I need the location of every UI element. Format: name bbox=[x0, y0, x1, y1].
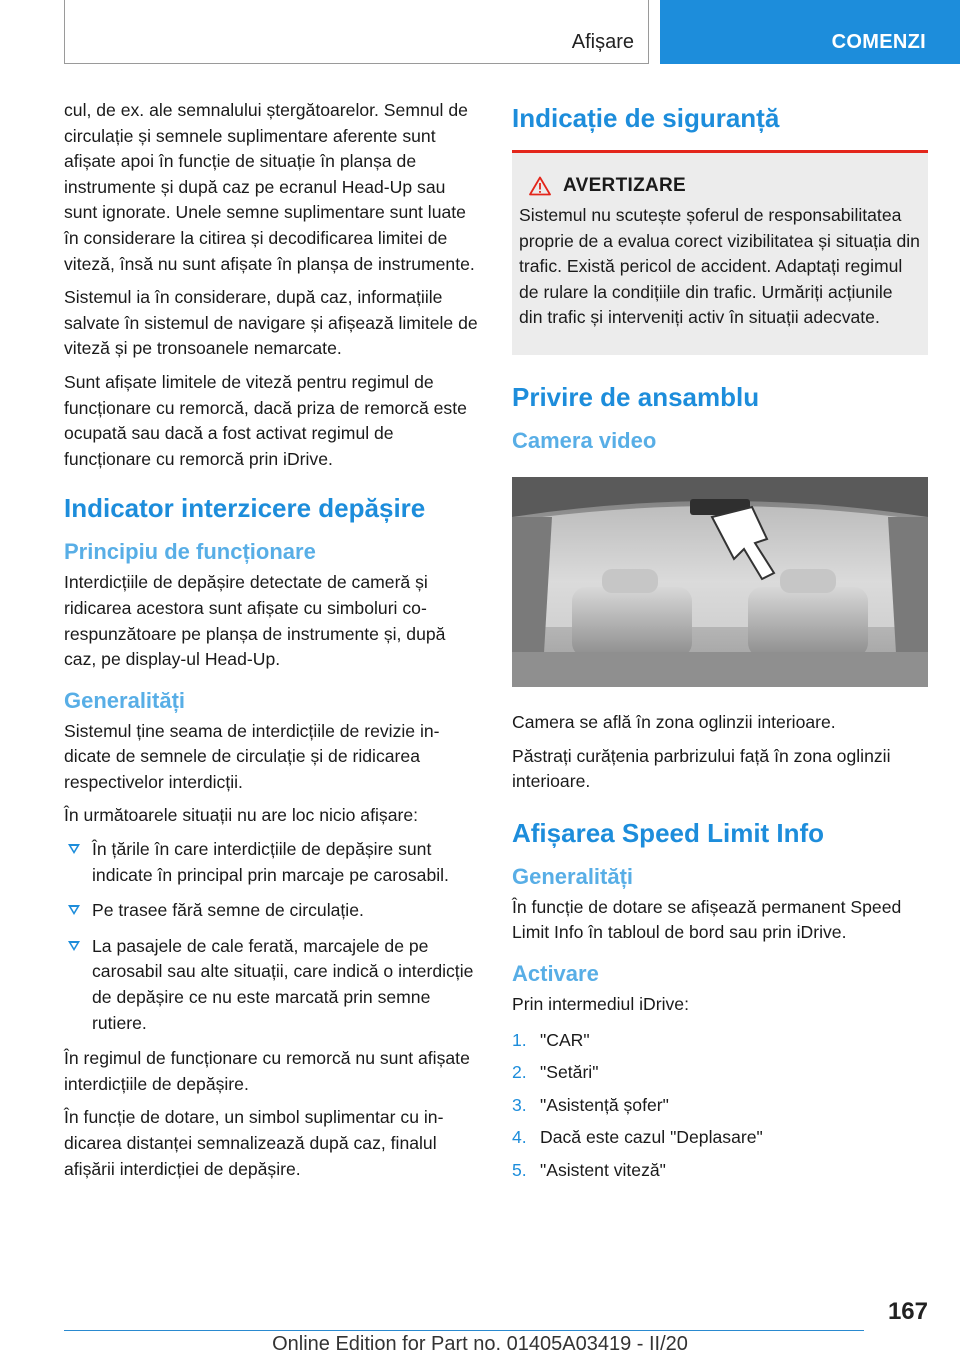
list-item: Pe trasee fără semne de circulație. bbox=[64, 898, 479, 924]
bullet-list bbox=[64, 837, 479, 1036]
list-item: 1. "CAR" bbox=[512, 1029, 590, 1050]
paragraph: Păstrați curățenia parbrizului față în zona oglinzii interioare. bbox=[512, 745, 891, 792]
heading-activate: Activare bbox=[512, 960, 599, 986]
warning-label: AVERTIZARE bbox=[563, 175, 686, 196]
left-column bbox=[64, 98, 479, 1190]
paragraph: Camera se află în zona oglinzii interioare. bbox=[512, 711, 836, 732]
heading-general: Generalități bbox=[512, 863, 634, 889]
paragraph: În următoarele situații nu are loc nicio afișare: bbox=[64, 805, 419, 826]
warning-box bbox=[512, 150, 928, 355]
heading-camera: Camera video bbox=[512, 427, 657, 453]
heading-overtake-indicator: Indicator interzicere depășire bbox=[64, 493, 426, 524]
heading-principle: Principiu de funcționare bbox=[64, 539, 316, 565]
footer-edition: Online Edition for Part no. 01405A03419 - II/20 bbox=[272, 1333, 688, 1355]
header-chapter-tab[interactable] bbox=[660, 0, 960, 64]
list-item: 2. "Setări" bbox=[512, 1062, 599, 1083]
list-item: 5. "Asistent viteză" bbox=[512, 1159, 666, 1180]
paragraph: Sistemul ia în considerare, după caz, informațiile salvate în sistemul de navigare și afișează limitele de viteză și pe tronsoanele nemarcate. bbox=[64, 287, 478, 359]
paragraph: În regimul de funcționare cu remorcă nu sunt afișate interdicțiile de depășire. bbox=[64, 1048, 470, 1094]
footer-divider bbox=[64, 1330, 864, 1331]
heading-general: Generalități bbox=[64, 687, 186, 713]
triangle-bullet-icon bbox=[68, 844, 80, 854]
paragraph: În funcție de dotare se afișează permanent Speed Limit Info în tabloul de bord sau prin iDrive. bbox=[512, 896, 902, 943]
heading-safety: Indicație de siguranță bbox=[512, 103, 780, 133]
page-number: 167 bbox=[887, 1298, 928, 1325]
steps-list bbox=[512, 1028, 928, 1184]
warning-text: Sistemul nu scutește șoferul de responsabilitatea proprie de a evalua corect vizibilitatea și situația din trafic. Există pericol de accident. Adaptați regimul de rulare la condițiile din trafic. Urmăriți acțiunile din trafic și interveniți activ în situații adecvate. bbox=[519, 205, 920, 328]
header-chapter-title: COMENZI bbox=[831, 31, 926, 53]
paragraph: Sistemul ține seama de interdicțiile de revizie indicate de semnele de circulație și de ridicarea respectivelor interdicții. bbox=[64, 720, 440, 792]
triangle-bullet-icon bbox=[68, 941, 80, 951]
heading-overview: Privire de ansamblu bbox=[512, 381, 760, 412]
list-item: 3. "Asistență șofer" bbox=[512, 1094, 669, 1115]
paragraph: cul, de ex. ale semnalului ștergătoarelor. Semnul de circulație și semnele suplimentare aferente sunt afișate apoi în funcție de situație în planșa de instrumente și după caz pe ecranul Head-Up sau sunt ignorate. Unele semne suplimentare sunt luate în considerare la citirea și decodificarea limitei de viteză, însă nu sunt afișate în planșa de instrumente. bbox=[64, 100, 475, 274]
list-item: La pasajele de cale ferată, marcajele de pe carosabil sau alte situații, care indică o interdicție de depășire ce nu este marcată prin semne rutiere. bbox=[64, 934, 479, 1036]
warning-title bbox=[529, 175, 920, 197]
heading-speed-limit-info: Afișarea Speed Limit Info bbox=[512, 817, 825, 848]
triangle-bullet-icon bbox=[68, 905, 80, 915]
camera-location-photo bbox=[512, 477, 928, 687]
paragraph: Sunt afișate limitele de viteză pentru regimul de funcționare cu remorcă, dacă priza de remorcă este ocupată sau dacă a fost activat regimul de funcționare cu remorcă prin iDrive. bbox=[64, 371, 467, 469]
warning-triangle-icon bbox=[529, 176, 551, 196]
paragraph: Interdicțiile de depășire detectate de cameră și ridicarea acestora sunt afișate cu simboluri corespunzătoare pe planșa de instrumente și, după caz, pe display-ul Head-Up. bbox=[64, 572, 446, 670]
list-item: 4. Dacă este cazul "Deplasare" bbox=[512, 1127, 763, 1148]
paragraph: În funcție de dotare, un simbol suplimentar cu indicarea distanței semnalizează după caz, finalul afișării interdicției de depășire. bbox=[64, 1107, 444, 1179]
header-section-box bbox=[64, 0, 649, 64]
header-section-title: Afișare bbox=[571, 31, 634, 53]
right-column bbox=[512, 98, 928, 1191]
paragraph: Prin intermediul iDrive: bbox=[512, 993, 689, 1014]
list-item: În țările în care interdicțiile de depășire sunt indicate în principal prin marcaje pe carosabil. bbox=[64, 837, 479, 888]
